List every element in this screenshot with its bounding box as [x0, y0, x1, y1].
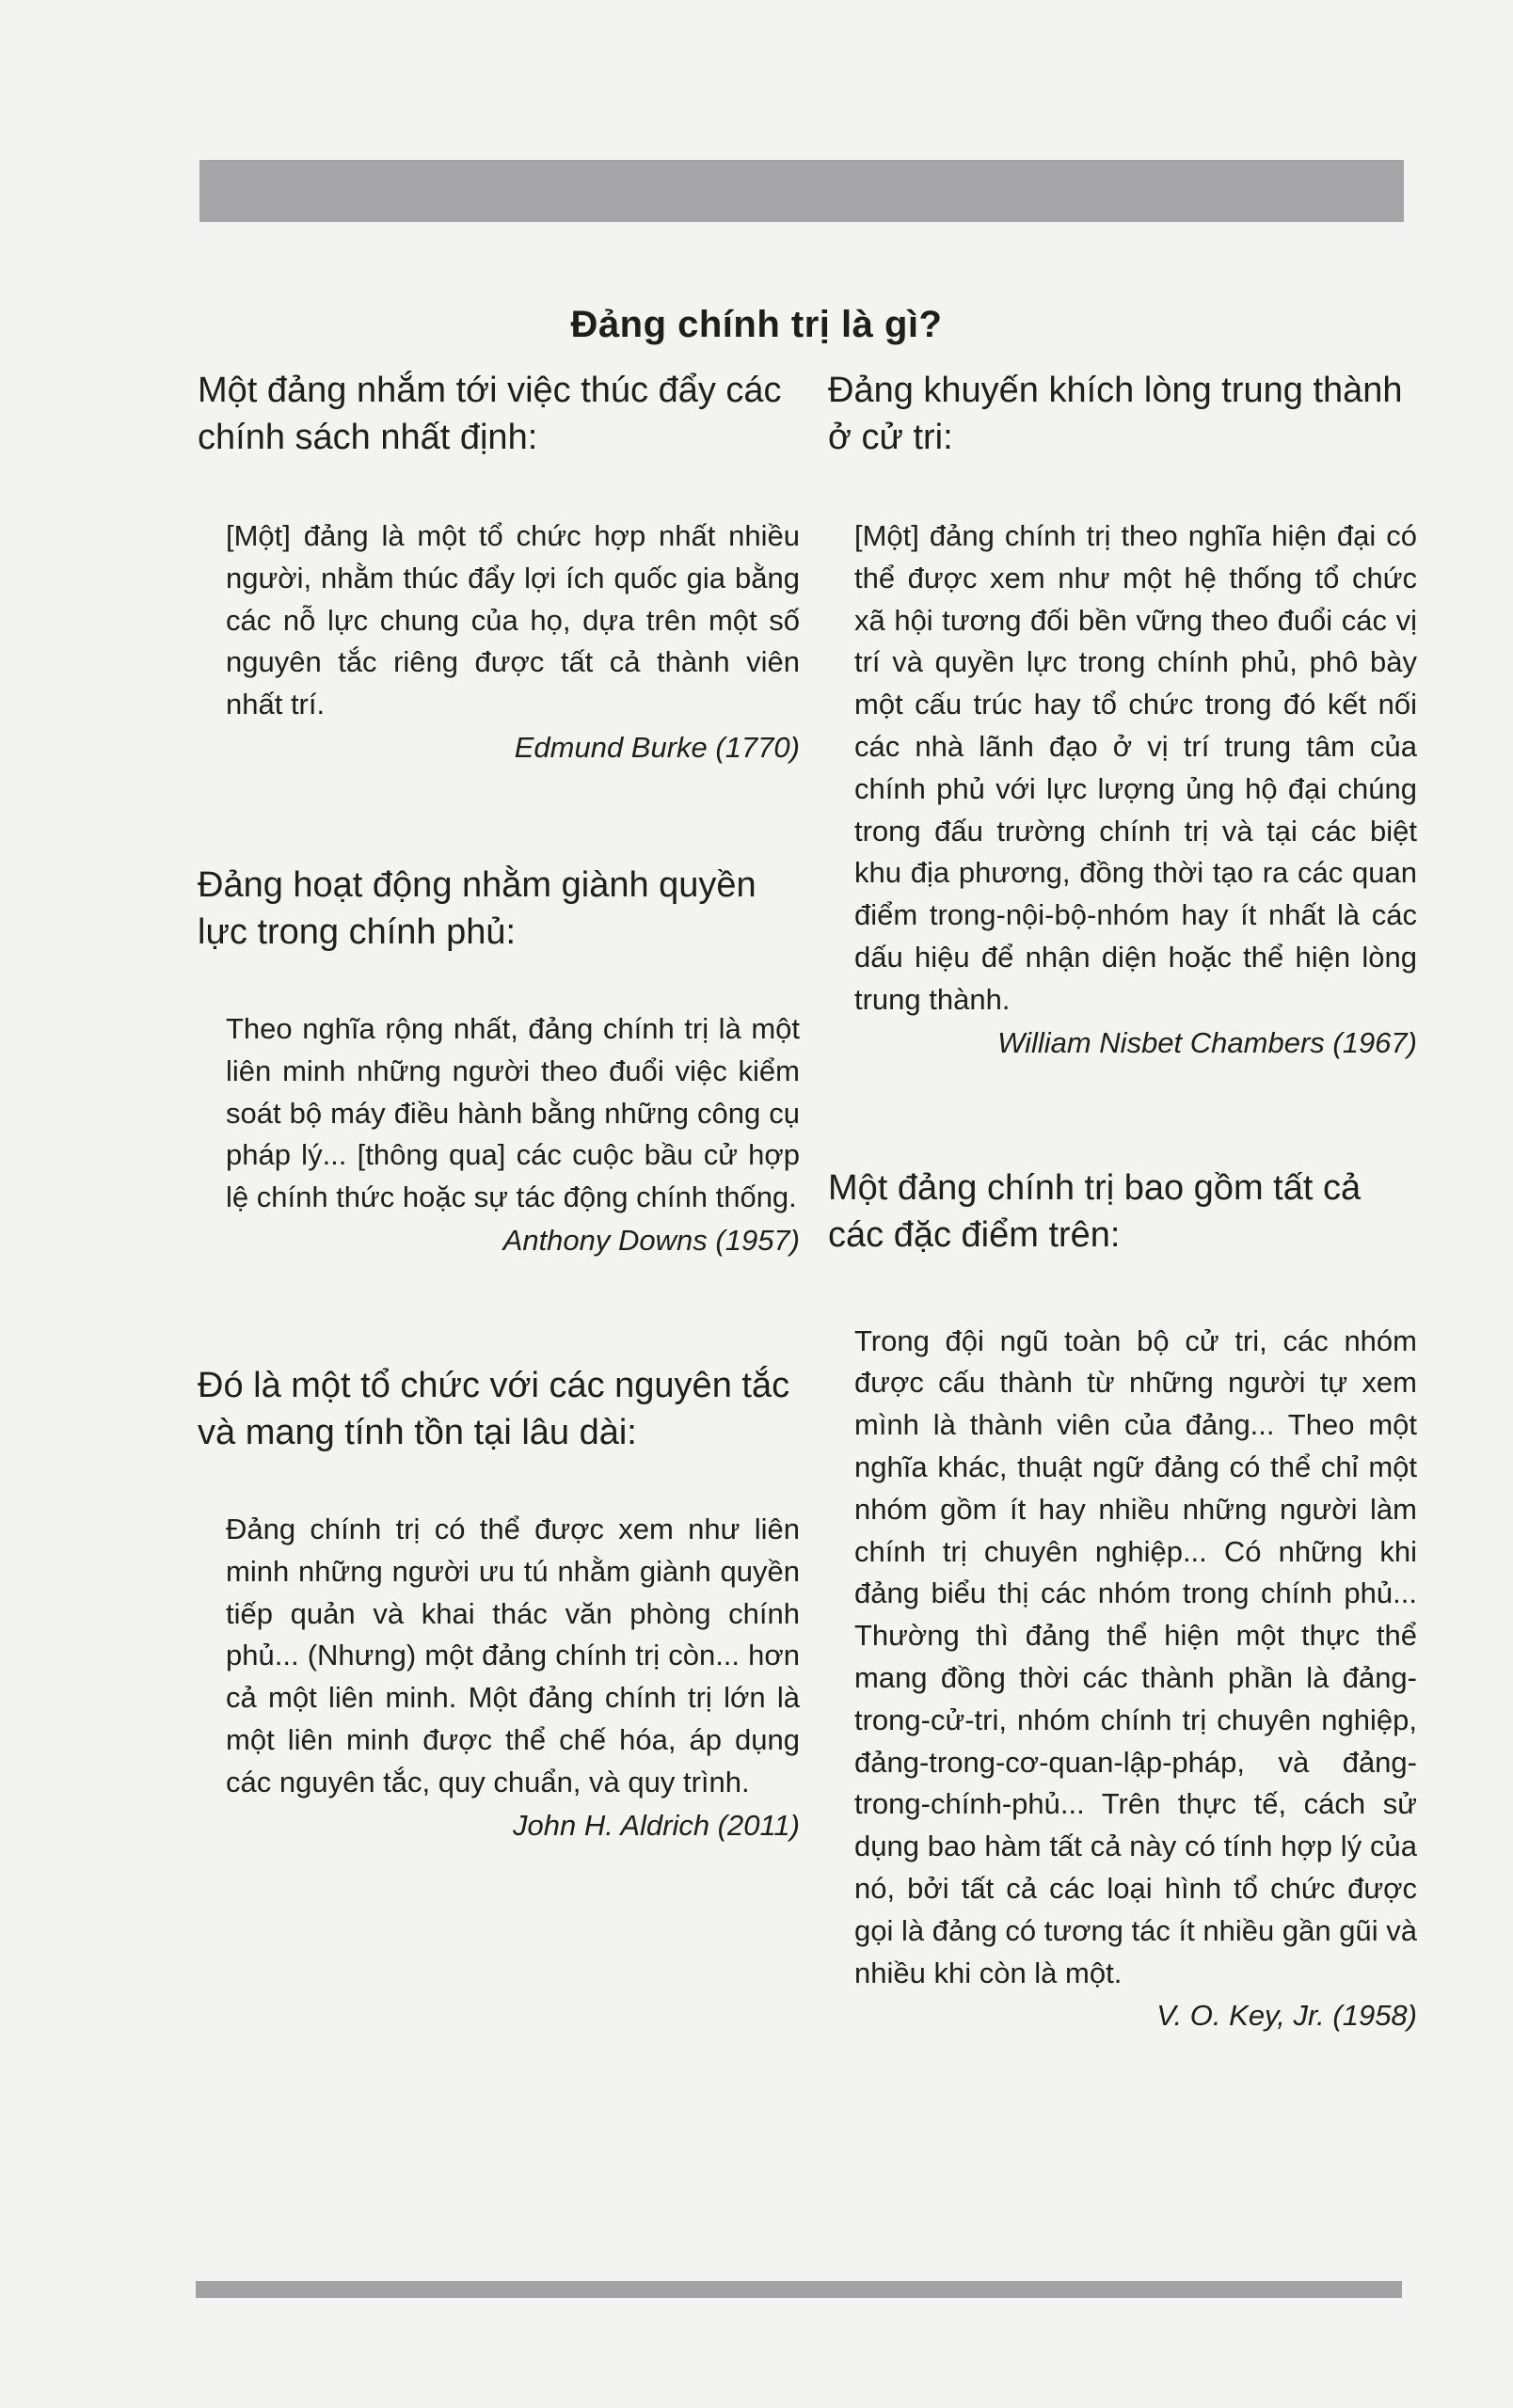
quote-text: [Một] đảng chính trị theo nghĩa hiện đại có thể được xem như một hệ thống tổ chức xã hội tương đối bền vững theo đuổi các vị trí và quyền lực trong chính phủ, phô bày một cấu trúc hay tổ chức trong đó kết nối các nhà lãnh đạo ở vị trí trung tâm của chính phủ với lực lượng ủng hộ đại chúng trong đấu trường chính trị và tại các biệt khu địa phương, đồng thời tạo ra các quan điểm trong-nội-bộ-nhóm hay ít nhất là các dấu hiệu để nhận diện hoặc thể hiện lòng trung thành. — [854, 519, 1417, 1016]
footer-bar — [196, 2281, 1402, 2298]
section-heading: Một đảng chính trị bao gồm tất cả các đặc điểm trên: — [828, 1167, 1362, 1255]
quote-author: William Nisbet Chambers (1967) — [997, 1025, 1417, 1059]
quote-text: Trong đội ngũ toàn bộ cử tri, các nhóm được cấu thành từ những người tự xem mình là thành viên của đảng... Theo một nghĩa khác, thuật ngữ đảng có thể chỉ một nhóm gồm ít hay nhiều những người làm chính trị chuyên nghiệp... Có những khi đảng biểu thị các nhóm trong chính phủ... Thường thì đảng thể hiện một thực thể mang đồng thời các thành phần là đảng-trong-cử-tri, nhóm chính trị chuyên nghiệp, đảng-trong-cơ-quan-lập-pháp, và đảng-trong-chính-phủ... Trên thực tế, cách sử dụng bao hàm tất cả này có tính hợp lý của nó, bởi tất cả các loại hình tổ chức được gọi là đảng có tương tác ít nhiều gần gũi và nhiều khi còn là một. — [854, 1323, 1417, 1989]
quote-block — [854, 1321, 1417, 2038]
header-bar — [199, 160, 1404, 222]
section-organization — [198, 1362, 800, 1847]
right-column — [828, 367, 1417, 2037]
section-policies — [198, 367, 800, 769]
section-heading: Đảng hoạt động nhằm giành quyền lực trong chính phủ: — [198, 864, 756, 952]
section-loyalty — [828, 367, 1417, 1065]
left-column — [198, 367, 800, 1847]
quote-text: Theo nghĩa rộng nhất, đảng chính trị là một liên minh những người theo đuổi việc kiểm soát bộ máy điều hành bằng những công cụ pháp lý... [thông qua] các cuộc bầu cử hợp lệ chính thức hoặc sự tác động chính thống. — [226, 1011, 800, 1214]
quote-text: Đảng chính trị có thể được xem như liên minh những người ưu tú nhằm giành quyền tiếp quản và khai thác văn phòng chính phủ... (Nhưng) một đảng chính trị còn... hơn cả một liên minh. Một đảng chính trị lớn là một liên minh được thể chế hóa, áp dụng các nguyên tắc, quy chuẩn, và quy trình. — [226, 1512, 800, 1798]
quote-block — [226, 515, 800, 769]
quote-author: Anthony Downs (1957) — [502, 1223, 800, 1257]
quote-author: John H. Aldrich (2011) — [513, 1808, 800, 1842]
section-heading: Đảng khuyến khích lòng trung thành ở cử tri: — [828, 371, 1403, 457]
page-title: Đảng chính trị là gì? — [570, 303, 943, 345]
section-heading: Một đảng nhắm tới việc thúc đẩy các chính sách nhất định: — [198, 371, 782, 457]
quote-text: [Một] đảng là một tổ chức hợp nhất nhiều người, nhằm thúc đẩy lợi ích quốc gia bằng các nỗ lực chung của họ, dựa trên một số nguyên tắc riêng được tất cả thành viên nhất trí. — [226, 519, 800, 721]
quote-block — [226, 1509, 800, 1847]
quote-block — [226, 1008, 800, 1262]
quote-block — [854, 515, 1417, 1065]
section-heading: Đó là một tổ chức với các nguyên tắc và mang tính tồn tại lâu dài: — [198, 1365, 790, 1452]
section-all-features — [828, 1164, 1417, 2038]
section-power — [198, 862, 800, 1262]
quote-author: V. O. Key, Jr. (1958) — [1156, 1999, 1417, 2033]
quote-author: Edmund Burke (1770) — [514, 730, 800, 764]
